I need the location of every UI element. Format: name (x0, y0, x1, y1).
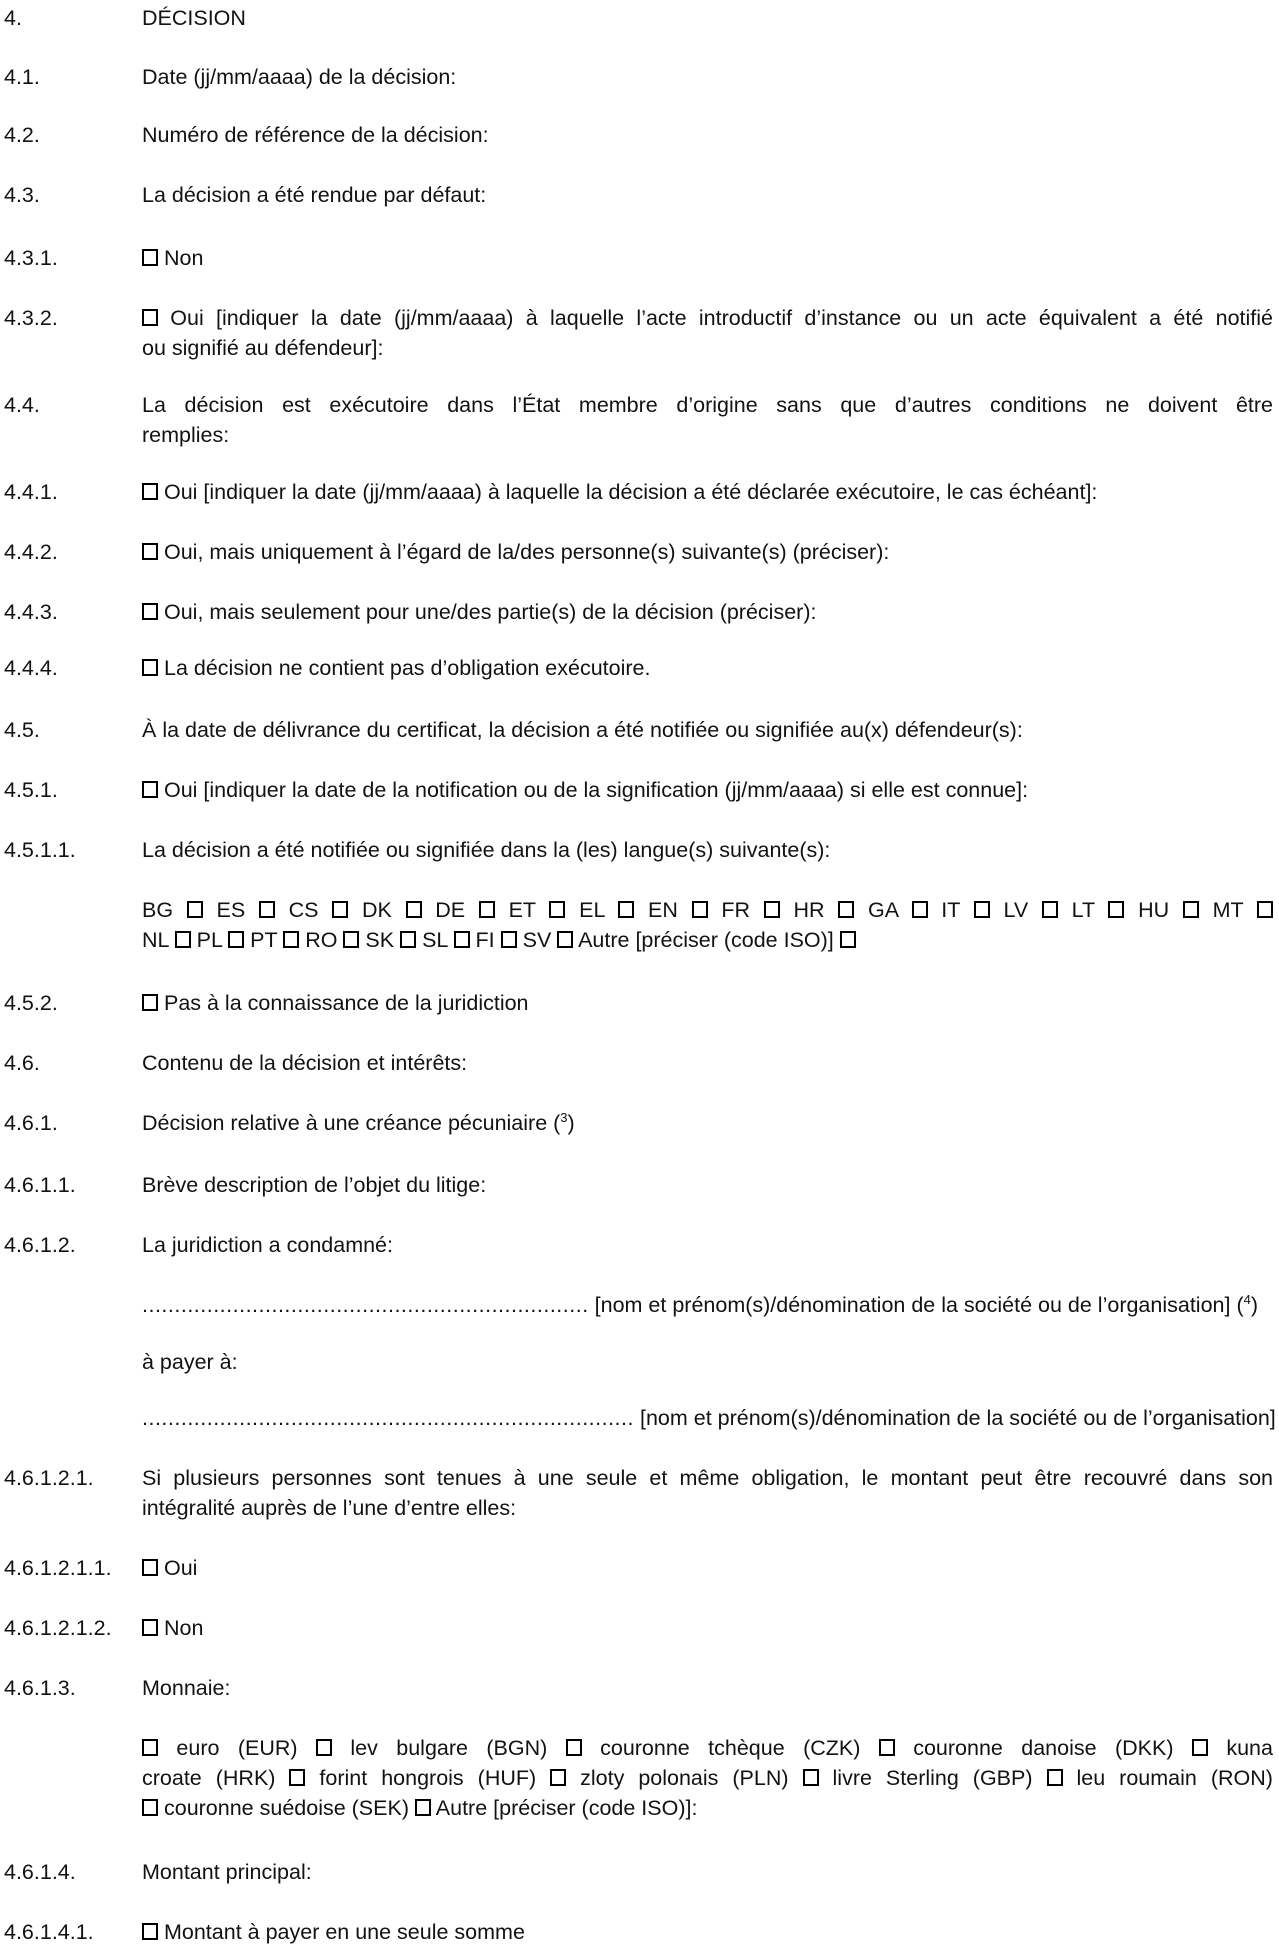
checkbox[interactable] (803, 1769, 819, 1786)
text-line (142, 537, 1273, 567)
label-text: SV (522, 928, 552, 952)
label-text: ET (508, 898, 536, 922)
text-line (142, 1857, 1273, 1887)
label-text: zloty polonais (PLN) (580, 1766, 789, 1790)
text-line (142, 1613, 1273, 1643)
checkbox[interactable] (187, 901, 203, 918)
item-content (142, 1230, 1273, 1260)
checkbox[interactable] (974, 901, 990, 918)
label-text: à payer à: (142, 1350, 238, 1374)
item-number: 4.3.2. (4, 306, 58, 330)
checkbox[interactable] (1183, 901, 1199, 918)
label-text: La décision est exécutoire dans l’État membre d’origine sans que d’autres conditions ne doivent être (142, 393, 1273, 417)
checkbox[interactable] (1192, 1739, 1208, 1756)
text-line (142, 120, 1273, 150)
label-text: euro (EUR) (176, 1736, 298, 1760)
checkbox[interactable] (840, 931, 856, 948)
checkbox[interactable] (259, 901, 275, 918)
item-number: 4.5.2. (4, 991, 58, 1015)
label-text: NL (142, 928, 169, 952)
label-text: Pas à la connaissance de la juridiction (163, 991, 529, 1015)
item-content (142, 988, 1273, 1018)
text-line (142, 333, 1273, 363)
label-text: [nom et prénom(s)/dénomination de la société ou de l’organisation] (639, 1406, 1276, 1430)
label-text: Non (163, 246, 204, 270)
text-line (142, 988, 1273, 1018)
label-text: IT (941, 898, 961, 922)
item-number: 4.4.2. (4, 540, 58, 564)
label-text: Montant principal: (142, 1860, 312, 1884)
footnote-reference: 4 (1243, 1291, 1251, 1307)
text-line (142, 1493, 1273, 1523)
label-text: couronne suédoise (SEK) (163, 1796, 409, 1820)
checkbox[interactable] (316, 1739, 332, 1756)
item-number: 4.6.1.4. (4, 1860, 76, 1884)
label-text: Monnaie: (142, 1676, 231, 1700)
label-text: La décision ne contient pas d’obligation exécutoire. (163, 656, 651, 680)
checkbox[interactable] (1257, 901, 1273, 918)
text-line (142, 715, 1273, 745)
item-content (142, 1673, 1273, 1703)
checkbox[interactable] (142, 483, 158, 500)
checkbox[interactable] (415, 1799, 431, 1816)
label-text: forint hongrois (HUF) (319, 1766, 537, 1790)
label-text: PT (250, 928, 278, 952)
item-number: 4.5.1. (4, 778, 58, 802)
item-number: 4.3. (4, 183, 40, 207)
label-text: EL (579, 898, 605, 922)
label-text: Date (jj/mm/aaaa) de la décision: (142, 65, 457, 89)
item-content (142, 3, 1273, 33)
checkbox[interactable] (1047, 1769, 1063, 1786)
checkbox[interactable] (142, 603, 158, 620)
item-content (142, 1553, 1273, 1583)
text-line (142, 303, 1273, 333)
item-content (142, 120, 1273, 150)
item-content (142, 62, 1273, 92)
text-line (142, 3, 1273, 33)
label-text: croate (HRK) (142, 1766, 276, 1790)
item-number: 4.4.1. (4, 480, 58, 504)
checkbox[interactable] (142, 543, 158, 560)
text-line (142, 895, 1273, 925)
text-line (142, 243, 1273, 273)
label-text: SL (422, 928, 448, 952)
label-text: ) (567, 1111, 575, 1135)
label-text: [nom et prénom(s)/dénomination de la société ou de l’organisation] ( (594, 1293, 1244, 1317)
checkbox[interactable] (549, 901, 565, 918)
checkbox[interactable] (618, 901, 634, 918)
item-content (142, 243, 1273, 273)
label-text: BG (142, 898, 174, 922)
item-number: 4.6.1.2.1.1. (4, 1556, 112, 1580)
item-content (142, 1857, 1273, 1887)
checkbox[interactable] (479, 901, 495, 918)
checkbox[interactable] (1042, 901, 1058, 918)
item-number: 4.4.4. (4, 656, 58, 680)
checkbox[interactable] (566, 1739, 582, 1756)
label-text: lev bulgare (BGN) (350, 1736, 548, 1760)
label-text: RO (305, 928, 338, 952)
text-line (142, 1733, 1273, 1763)
checkbox[interactable] (142, 1559, 158, 1576)
label-text: LT (1071, 898, 1095, 922)
text-line (142, 1290, 1273, 1320)
item-number: 4.5.1.1. (4, 838, 76, 862)
text-line (142, 1230, 1273, 1260)
label-text: FI (475, 928, 495, 952)
label-text: La décision a été notifiée ou signifiée dans la (les) langue(s) suivante(s): (142, 838, 831, 862)
text-line (142, 477, 1273, 507)
label-text: Autre [préciser (code ISO)] (578, 928, 834, 952)
checkbox[interactable] (283, 931, 299, 948)
item-number: 4.4.3. (4, 600, 58, 624)
text-line (142, 925, 1273, 955)
checkbox[interactable] (142, 249, 158, 266)
item-number: 4.4. (4, 393, 40, 417)
item-content (142, 1733, 1273, 1823)
label-text: Oui [indiquer la date (jj/mm/aaaa) à laquelle l’acte introductif d’instance ou un acte équivalent a été notifié (170, 306, 1273, 330)
label-text: DÉCISION (142, 6, 246, 30)
checkbox[interactable] (175, 931, 191, 948)
checkbox[interactable] (142, 659, 158, 676)
label-text: livre Sterling (GBP) (832, 1766, 1033, 1790)
text-line (142, 62, 1273, 92)
label-text: Oui [indiquer la date de la notification ou de la signification (jj/mm/aaaa) si elle est connue]: (163, 778, 1029, 802)
label-text: Oui, mais seulement pour une/des partie(s) de la décision (préciser): (163, 600, 817, 624)
checkbox[interactable] (142, 1799, 158, 1816)
checkbox[interactable] (142, 994, 158, 1011)
item-number: 4.6.1.2.1. (4, 1466, 94, 1490)
item-number: 4.6.1.2.1.2. (4, 1616, 112, 1640)
item-number: 4.5. (4, 718, 40, 742)
item-content (142, 597, 1273, 627)
item-number: 4.6. (4, 1051, 40, 1075)
text-line (142, 835, 1273, 865)
text-line (142, 597, 1273, 627)
label-text: La décision a été rendue par défaut: (142, 183, 487, 207)
label-text: remplies: (142, 423, 230, 447)
item-content (142, 477, 1273, 507)
label-text: EN (648, 898, 678, 922)
label-text: GA (867, 898, 898, 922)
checkbox[interactable] (142, 1619, 158, 1636)
label-text: Si plusieurs personnes sont tenues à une seule et même obligation, le montant peut être recouvré dans son (142, 1466, 1273, 1490)
checkbox[interactable] (764, 901, 780, 918)
label-text: LV (1003, 898, 1029, 922)
checkbox[interactable] (1108, 901, 1124, 918)
checkbox[interactable] (879, 1739, 895, 1756)
item-number: 4.1. (4, 65, 40, 89)
checkbox[interactable] (142, 309, 158, 326)
label-text: Brève description de l’objet du litige: (142, 1173, 487, 1197)
checkbox[interactable] (838, 901, 854, 918)
label-text: leu roumain (RON) (1076, 1766, 1273, 1790)
checkbox[interactable] (142, 781, 158, 798)
text-line (142, 1917, 1273, 1945)
item-content (142, 1290, 1273, 1320)
item-content (142, 1917, 1273, 1945)
label-text: ou signifié au défendeur]: (142, 336, 384, 360)
label-text: Oui [indiquer la date (jj/mm/aaaa) à laquelle la décision a été déclarée exécutoire, le cas échéant]: (163, 480, 1098, 504)
label-text: FR (721, 898, 751, 922)
item-content (142, 1613, 1273, 1643)
label-text: À la date de délivrance du certificat, la décision a été notifiée ou signifiée au(x) défendeur(s): (142, 718, 1023, 742)
item-number: 4.6.1.1. (4, 1173, 76, 1197)
checkbox[interactable] (289, 1769, 305, 1786)
label-text: Autre [préciser (code ISO)]: (435, 1796, 698, 1820)
label-text: SK (365, 928, 395, 952)
label-text: CS (288, 898, 319, 922)
item-content (142, 537, 1273, 567)
item-number: 4.2. (4, 123, 40, 147)
item-number: 4.6.1. (4, 1111, 58, 1135)
label-text: Décision relative à une créance pécuniaire ( (142, 1111, 561, 1135)
checkbox[interactable] (501, 931, 517, 948)
checkbox[interactable] (332, 901, 348, 918)
text-line (142, 653, 1273, 683)
label-text: couronne danoise (DKK) (913, 1736, 1174, 1760)
text-line (142, 1347, 1273, 1377)
label-text: HR (793, 898, 825, 922)
label-text: DE (435, 898, 466, 922)
text-line (142, 390, 1273, 420)
item-content (142, 303, 1273, 363)
label-text: Oui (163, 1556, 198, 1580)
label-text: Numéro de référence de la décision: (142, 123, 489, 147)
item-number: 4.6.1.3. (4, 1676, 76, 1700)
item-content (142, 1403, 1276, 1433)
fill-in-dotted-line: ..................................................................... (142, 1293, 589, 1317)
label-text: HU (1138, 898, 1170, 922)
item-number: 4.6.1.4.1. (4, 1920, 94, 1944)
label-text: PL (196, 928, 223, 952)
checkbox[interactable] (343, 931, 359, 948)
text-line (142, 1553, 1273, 1583)
label-text: Oui, mais uniquement à l’égard de la/des personne(s) suivante(s) (préciser): (163, 540, 890, 564)
item-content (142, 1108, 1273, 1138)
item-content (142, 775, 1273, 805)
item-content (142, 1347, 1273, 1377)
item-content (142, 653, 1273, 683)
item-number: 4.3.1. (4, 246, 58, 270)
item-content (142, 1048, 1273, 1078)
text-line (142, 1763, 1273, 1793)
item-content (142, 180, 1273, 210)
checkbox[interactable] (550, 1769, 566, 1786)
label-text: intégralité auprès de l’une d’entre elles: (142, 1496, 517, 1520)
item-content (142, 1463, 1273, 1523)
item-number: 4.6.1.2. (4, 1233, 76, 1257)
footnote-reference: 3 (560, 1109, 568, 1125)
checkbox[interactable] (454, 931, 470, 948)
item-content (142, 835, 1273, 865)
label-text: MT (1212, 898, 1244, 922)
item-content (142, 1170, 1273, 1200)
item-number: 4. (4, 6, 22, 30)
label-text: Non (163, 1616, 204, 1640)
label-text: ) (1250, 1293, 1259, 1317)
checkbox[interactable] (142, 1739, 158, 1756)
text-line (142, 1048, 1273, 1078)
label-text: couronne tchèque (CZK) (600, 1736, 861, 1760)
checkbox[interactable] (912, 901, 928, 918)
text-line (142, 1170, 1273, 1200)
text-line (142, 1108, 1273, 1138)
checkbox[interactable] (557, 931, 573, 948)
checkbox[interactable] (400, 931, 416, 948)
label-text: Contenu de la décision et intérêts: (142, 1051, 468, 1075)
checkbox[interactable] (142, 1923, 158, 1940)
fill-in-dotted-line: ............................................................................ (142, 1406, 634, 1430)
text-line (142, 180, 1273, 210)
label-text: Montant à payer en une seule somme (163, 1920, 525, 1944)
text-line (142, 1403, 1276, 1433)
label-text: La juridiction a condamné: (142, 1233, 393, 1257)
text-line (142, 420, 1273, 450)
label-text: kuna (1226, 1736, 1273, 1760)
label-text: DK (361, 898, 392, 922)
text-line (142, 1793, 1273, 1823)
item-content (142, 390, 1273, 450)
checkbox[interactable] (228, 931, 244, 948)
item-content (142, 715, 1273, 745)
item-content (142, 895, 1273, 955)
text-line (142, 1673, 1273, 1703)
checkbox[interactable] (692, 901, 708, 918)
label-text: ES (216, 898, 246, 922)
text-line (142, 775, 1273, 805)
text-line (142, 1463, 1273, 1493)
checkbox[interactable] (406, 901, 422, 918)
